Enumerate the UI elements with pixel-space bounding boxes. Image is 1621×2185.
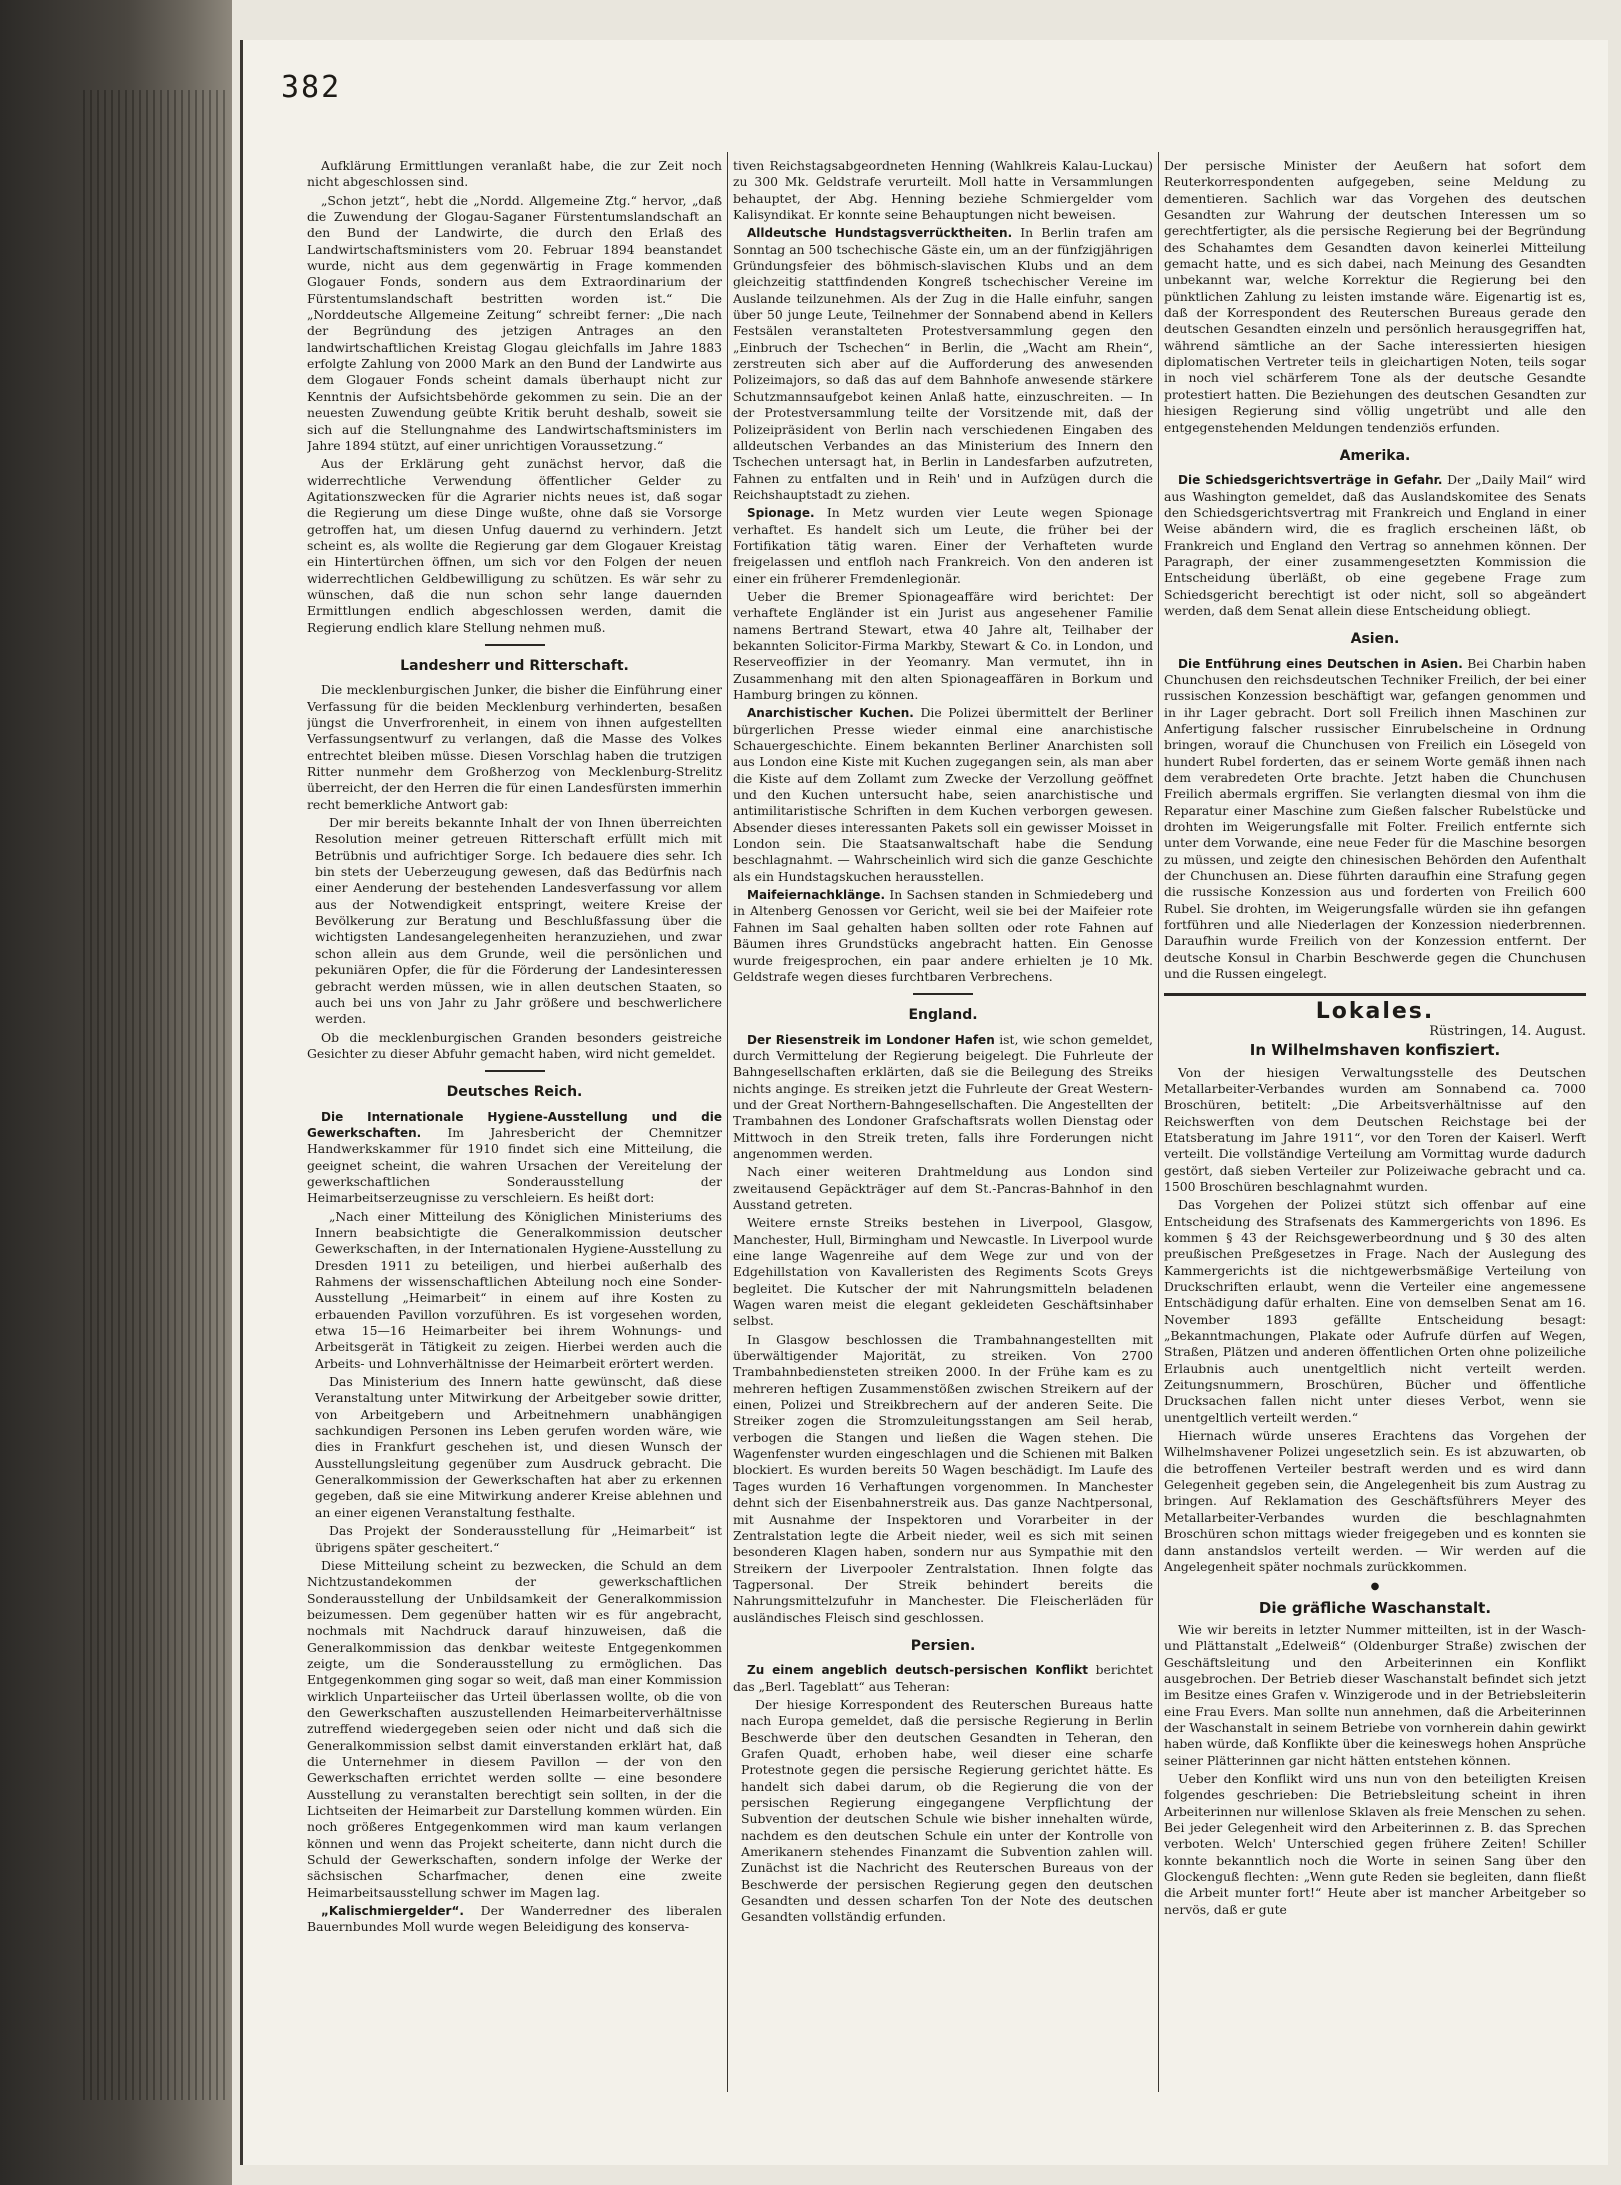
paragraph: [733, 1164, 1153, 1213]
column-rule-1: [727, 152, 728, 2092]
paragraph: [733, 705, 1153, 885]
paragraph-text: Weitere ernste Streiks bestehen in Liverpool, Glasgow, Manchester, Hull, Birmingham und Newcastle. In Liverpool wurde eine lange Wagenreihe auf dem Wege zur und von der Edgehillstation von Kavalleristen des Regiments Scots Greys begleitet. Die Kutscher der mit Nahrungsmitteln beladenen Wagen waren meist die elegant gekleideten Geschäftsinhaber selbst.: [733, 1215, 1153, 1329]
paragraph-text: Aufklärung Ermittlungen veranlaßt habe, die zur Zeit noch nicht abgeschlossen sind.: [307, 158, 722, 190]
paragraph: [307, 1903, 722, 1936]
paragraph: [1164, 158, 1586, 436]
paragraph-text: Der persische Minister der Aeußern hat sofort dem Reuterkorrespondenten aufgegeben, seine Meldung zu dementieren. Sachlich war das Vorgehen des deutschen Gesandten zur Wahrung der deutschen Interessen um so gerechtfertigter, als die persische Regierung bei der Begründung des Schahamtes dem Gesandten davon keinerlei Mitteilung gemacht hatte, und es sich dabei, nach Meinung des Gesandten unbekannt war, welche Korrektur die Regierung bei den pünktlichen Zahlung zu leisten imstande wäre. Eigenartig ist es, daß der Korrespondent des Reuterschen Bureaus gerade den deutschen Gesandten einzeln und persönlich herausgegriffen hat, während sämtliche an der Sache interessierten hiesigen diplomatischen Vertreter teils in gleichartigen Noten, teils sogar in noch viel schärferem Tone als der deutsche Gesandte protestiert hatten. Die Beziehungen des deutschen Gesandten zur hiesigen Regierung sind völlig ungetrübt und alle den entgegenstehenden Meldungen tendenziös erfunden.: [1164, 158, 1586, 435]
column-rule-2: [1158, 152, 1159, 2092]
paragraph-text: In Metz wurden vier Leute wegen Spionage verhaftet. Es handelt sich um Leute, die früher bei der Fortifikation tätig waren. Einer der Verhafteten wurde freigelassen und entfloh nach Frankreich. Von den anderen ist einer ein früherer Fremdenlegionär.: [733, 505, 1153, 586]
paragraph: [1164, 1771, 1586, 1918]
section-heading: Landesherr und Ritterschaft.: [400, 657, 629, 674]
paragraph-text: Der mir bereits bekannte Inhalt der von Ihnen überreichten Resolution meiner getreuen Ritterschaft erfüllt mich mit Betrübnis und aufrichtiger Sorge. Ich bedauere dies sehr. Ich bin stets der Ueberzeugung gewesen, daß das Bedürfnis nach einer Aenderung der bestehenden Landesverfassung vor allem aus der Notwendigkeit entspringt, weitere Kreise der Bevölkerung zur Beratung und Beschlußfassung über die wichtigsten Landesangelegenheiten heranzuziehen, und zwar schon allein aus dem Grunde, weil die persönlichen und pekuniären Opfer, die für die Förderung der Landesinteressen gebracht werden müssen, wie in allen deutschen Staaten, so auch bei uns von Jahr zu Jahr größere und beschwerlichere werden.: [315, 815, 722, 1027]
paragraph-text: Diese Mitteilung scheint zu bezwecken, die Schuld an dem Nichtzustandekommen der gewerkschaftlichen Sonderausstellung der Unbildsamkeit der Generalkommission beizumessen. Dem gegenüber hatten wir es für angebracht, nochmals mit Nachdruck darauf hinzuweisen, daß die Generalkommission das denkbar weiteste Entgegenkommen zeigte, um die Sonderausstellung zu ermöglichen. Das Entgegenkommen ging sogar so weit, daß man einer Kommission wirklich Unparteiischer das Urteil überlassen wollte, ob die von den Gewerkschaften auszustellenden Heimarbeiterverhältnisse zutreffend wiedergegeben seien oder nicht und daß sich die Generalkommission selbst damit einverstanden erklärt hat, daß die Unternehmer in diesem Pavillon — der von den Gewerkschaften errichtet werden sollte — eine besondere Ausstellung zu veranstalten berechtigt sein sollten, in der die Lichtseiten der Heimarbeit zur Darstellung kommen würden. Ein noch größeres Entgegenkommen wird man kaum verlangen können und wenn das Projekt scheiterte, dann nicht durch die Schuld der Gewerkschaften, sondern infolge der Werke der sächsischen Scharfmacher, denen eine zweite Heimarbeitsausstellung schwer im Magen lag.: [307, 1557, 722, 1900]
paragraph-text: Ob die mecklenburgischen Granden besonders geistreiche Gesichter zu dieser Abfuhr gemacht haben, wird nicht gemeldet.: [307, 1029, 722, 1061]
section-divider: [913, 993, 973, 995]
paragraph-text: Die Polizei übermittelt der Berliner bürgerlichen Presse wieder einmal eine anarchistische Schauergeschichte. Einem bekannten Berliner Anarchisten soll aus London eine Kiste mit Kuchen zugegangen sein, als man aber die Kiste auf dem Zollamt zum Zwecke der Verzollung geöffnet und den Kuchen untersucht habe, seien anarchistische und antimilitaristische Schriften in dem Kuchen verborgen gewesen. Absender dieses interessanten Pakets soll ein gewisser Moisset in London sein. Die Staatsanwaltschaft habe die Sendung beschlagnahmt. — Wahrscheinlich wird sich die ganze Geschichte als ein Hundstagskuchen herausstellen.: [733, 705, 1153, 884]
paragraph-text: Das Ministerium des Innern hatte gewünscht, daß diese Veranstaltung unter Mitwirkung der Arbeitgeber sowie dritter, von Arbeitgebern und Arbeitnehmern unabhängigen sachkundigen Personen ins Leben gerufen worden wäre, wie dies in Frankfurt geschehen ist, und diesen Wunsch der Ausstellungsleitung gegenüber zum Ausdruck gebracht. Die Generalkommission der Gewerkschaften hat aber zu erkennen gegeben, daß sie eine Mitwirkung anderer Kreise ablehnen und an einer eigenen Veranstaltung festhalte.: [315, 1374, 722, 1520]
paragraph-text: Der Wanderredner des liberalen Bauernbundes Moll wurde wegen Beleidigung des konserva-: [307, 1903, 722, 1935]
paragraph-text: Bei Charbin haben Chunchusen den reichsdeutschen Techniker Freilich, der bei einer russischen Konzession beschäftigt war, gefangen genommen und in ihr Lager gebracht. Dort soll Freilich ihnen Maschinen zur Anfertigung falscher russischer Einrubelscheine in Ordnung bringen, worauf die Chunchusen von Freilich ein Lösegeld von hundert Rubel forderten, das er seinem Worte gemäß ihnen nach dem verabredeten Orte brachte. Jetzt haben die Chunchusen Freilich abermals ergriffen. Sie verlangten diesmal von ihm die Reparatur einer Maschine zum Gießen falscher Rubelstücke und drohten im Weigerungsfalle mit Folter. Freilich entfernte sich unter dem Vorwande, eine neue Feder für die Maschine besorgen zu müssen, und zeigte den chinesischen Behörden den Aufenthalt der Chunchusen an. Diese führten daraufhin eine Strafung gegen die russische Konzession aus und forderten von Freilich 600 Rubel. Sie drohten, im Weigerungsfalle würden sie ihn gefangen fortführen und alle Niederlagen der Konzession niederbrennen. Daraufhin wurde Freilich von der Konzession entfernt. Der deutsche Konsul in Charbin Beschwerde gegen die Chunchusen und die Russen eingelegt.: [1164, 655, 1586, 982]
run-in-headline: „Kalischmiergelder“.: [321, 1904, 464, 1919]
paragraph: [1164, 656, 1586, 983]
section-heading: Amerika.: [1339, 447, 1411, 464]
run-in-headline: Der Riesenstreik im Londoner Hafen: [747, 1032, 995, 1047]
paragraph-text: In Berlin trafen am Sonntag an 500 tschechische Gäste ein, um an der fünfzigjährigen Gründungsfeier des böhmisch-slavischen Klubs und an dem gleichzeitig stattfindenden Kongreß tschechischer Vereine im Auslande teilzunehmen. Als der Zug in die Halle einfuhr, sangen über 50 junge Leute, Teilnehmer der Sonnabend abend in Kellers Festsälen veranstalteten Protestversammlung gegen den „Einbruch der Tschechen“ in Berlin, die „Wacht am Rhein“, zerstreuten sich aber auf die Aufforderung des anwesenden Polizeimajors, so daß das auf dem Bahnhofe anwesende stärkere Schutzmannsaufgebot keinen Anlaß hatte, einzuschreiten. — In der Protestversammlung teilte der Vorsitzende mit, daß der Polizeipräsident von Berlin nach verschiedenen Eingaben des alldeutschen Verbandes an das Ministerium des Innern den Tschechen untersagt hat, in Berlin in Landesfarben aufzutreten, Fahnen zu entfalten und in Reih' und in Aufzügen durch die Reichshauptstadt zu ziehen.: [733, 225, 1153, 502]
paragraph: [307, 193, 722, 455]
book-binding: [0, 0, 232, 2185]
paragraph: [1164, 1428, 1586, 1575]
article-separator: ●: [1370, 1581, 1380, 1593]
paragraph: [307, 456, 722, 636]
paragraph: [1164, 1065, 1586, 1196]
paragraph-text: tiven Reichstagsabgeordneten Henning (Wahlkreis Kalau-Luckau) zu 300 Mk. Geldstrafe verurteilt. Moll hatte in Versammlungen behauptet, der Abg. Henning beziehe Schmiergelder vom Kalisyndikat. Er konnte seine Behauptungen nicht beweisen.: [733, 158, 1153, 223]
paragraph: [733, 887, 1153, 985]
column-3: [1164, 158, 1586, 2088]
paragraph: [733, 505, 1153, 587]
newspaper-page: [240, 40, 1608, 2165]
paragraph: [733, 1662, 1153, 1695]
run-in-headline: Maifeiernachklänge.: [747, 888, 885, 903]
paragraph: [733, 589, 1153, 703]
section-divider-full: [1164, 993, 1586, 996]
section-title-lokales: Lokales.: [1315, 998, 1435, 1024]
paragraph-text: ist, wie schon gemeldet, durch Vermittelung der Regierung beigelegt. Die Fuhrleute der Bahngesellschaften erklärten, daß sie die Beilegung des Streiks nichts anginge. Es streiken jetzt die Fuhrleute der Great Western- und der Great Northern-Bahngesellschaften. Die Angestellten der Trambahnen des Londoner Grafschaftsrats wollen Dienstag oder Mittwoch in den Streik treten, falls ihre Forderungen nicht angenommen werden.: [733, 1031, 1153, 1161]
paragraph-text: Aus der Erklärung geht zunächst hervor, daß die widerrechtliche Verwendung öffentlicher Gelder zu Agitationszwecken für die Agrarier nichts neues ist, daß sogar die Regierung um diese Dinge wußte, ohne daß sie Vorsorge getroffen hat, um diesen Unfug dauernd zu verhindern. Jetzt scheint es, als wollte die Regierung gar dem Glogauer Kreistag ein Hintertürchen öffnen, um sich vor den Folgen der neuen widerrechtlichen Geldbewilligung zu schützen. Es wär sehr zu wünschen, daß die nun schon sehr lange dauernden Ermittlungen endlich abgeschlossen werden, damit die Regierung endlich klare Stellung nehmen muß.: [307, 456, 722, 635]
run-in-headline: Anarchistischer Kuchen.: [747, 706, 914, 721]
run-in-headline: Spionage.: [747, 506, 815, 521]
section-heading: Persien.: [910, 1637, 976, 1654]
page-stack-edges: [78, 90, 228, 2100]
quoted-paragraph: [307, 1374, 722, 1521]
paragraph-text: Der „Daily Mail“ wird aus Washington gemeldet, daß das Auslandskomitee des Senats den Schiedsgerichtsvertrag mit Frankreich und England in einer Weise abändern wird, die es fraglich erscheinen läßt, ob Frankreich und England den Vertrag so annehmen können. Der Paragraph, der einer zusammengesetzten Kommission die Entscheidung überläßt, ob eine gegebene Frage zum Schiedsgericht berechtigt ist oder nicht, soll so abgeändert werden, daß dem Senat allein diese Entscheidung obliegt.: [1164, 472, 1586, 618]
paragraph-text: Hiernach würde unseres Erachtens das Vorgehen der Wilhelmshavener Polizei ungesetzlich sein. Es ist abzuwarten, ob die betroffenen Verteiler bestraft werden und es wird dann Gelegenheit gegeben sein, die Angelegenheit bis zum Austrag zu bringen. Auf Reklamation des Geschäftsführers Meyer des Metallarbeiter-Verbandes wurden die beschlagnahmten Broschüren schon mittags wieder freigegeben und es konnten sie dann anstandslos verteilt werden. — Wir werden auf die Angelegenheit später nochmals zurückkommen.: [1164, 1428, 1586, 1574]
paragraph: [1164, 472, 1586, 619]
run-in-headline: Zu einem angeblich deutsch-persischen Konflikt: [747, 1663, 1088, 1678]
paragraph: [307, 158, 722, 191]
run-in-headline: Die Schiedsgerichtsverträge in Gefahr.: [1178, 473, 1443, 488]
paragraph: [733, 225, 1153, 503]
paragraph-text: Von der hiesigen Verwaltungsstelle des Deutschen Metallarbeiter-Verbandes wurden am Sonnabend ca. 7000 Broschüren, betitelt: „Die Arbeitsverhältnisse auf den Reichswerften von dem Deutschen Reichstage bei der Etatsberatung im Jahre 1911“, vor den Toren der Kaiserl. Werft verteilt. Die vollständige Verteilung am Vormittag wurde dadurch gestört, daß sieben Verteiler zur Polizeiwache gebracht und ca. 1500 Broschüren beschlagnahmt wurden.: [1164, 1064, 1586, 1194]
paragraph-text: In Sachsen standen in Schmiedeberg und in Altenberg Genossen vor Gericht, weil sie bei der Maifeier rote Fahnen im Saal gehalten haben sollten oder rote Fahnen auf Bäumen ihres Grundstücks angebracht hatten. Ein Genosse wurde freigesprochen, ein paar andere erhielten je 10 Mk. Geldstrafe wegen dieses furchtbaren Verbrechens.: [733, 887, 1153, 984]
paragraph-text: „Schon jetzt“, hebt die „Nordd. Allgemeine Ztg.“ hervor, „daß die Zuwendung der Glogau-Saganer Fürstentumslandschaft an den Bund der Landwirte, die durch den Erlaß des Landwirtschaftsministers vom 20. Februar 1894 beanstandet wurde, nicht aus dem gegenwärtig in Frage kommenden Glogauer Fonds, sondern aus dem Extraordinarium der Fürstentumslandschaft bestritten worden ist.“ Die „Norddeutsche Allgemeine Zeitung“ schreibt ferner: „Die nach der Begründung des jetzigen Antrages an den landwirtschaftlichen Kreistag Glogau gleichfalls im Jahre 1883 erfolgte Zahlung von 2000 Mark an den Bund der Landwirte aus dem Glogauer Fonds scheint damals überhaupt nicht zur Kenntnis der Aufsichtsbehörde gekommen zu sein. Die an der neuesten Zuwendung geübte Kritik beruht deshalb, soweit sie sich auf die Stellungnahme des Landwirtschaftsministers im Jahre 1894 stützt, auf einer unrichtigen Voraussetzung.“: [307, 192, 722, 453]
column-2: [733, 158, 1153, 2088]
paragraph: [307, 1109, 722, 1207]
section-divider: [485, 644, 545, 646]
paragraph-text: Ueber den Konflikt wird uns nun von den beteiligten Kreisen folgendes geschrieben: Die Betriebsleitung scheint in ihren Arbeiterinnen nur willenlose Sklaven als freie Menschen zu sehen. Bei jeder Gelegenheit wird den Arbeiterinnen z. B. das Sprechen verboten. Welch' Unterschied gegen frühere Zeiten! Schiller konnte bekanntlich noch die Worte in seinen Sang über den Glockenguß flechten: „Wenn gute Reden sie begleiten, dann fließt die Arbeit munter fort!“ Heute aber ist mancher Arbeitgeber so nervös, daß er gute: [1164, 1770, 1586, 1917]
paragraph-text: berichtet das „Berl. Tageblatt“ aus Teheran:: [733, 1662, 1153, 1694]
paragraph: [307, 1558, 722, 1901]
dateline: Rüstringen, 14. August.: [1429, 1023, 1586, 1039]
paragraph-text: Das Projekt der Sonderausstellung für „Heimarbeit“ ist übrigens später gescheitert.“: [315, 1523, 722, 1555]
column-1: [307, 158, 722, 2088]
paragraph: [307, 682, 722, 813]
paragraph: [733, 1032, 1153, 1163]
quoted-paragraph: [733, 1697, 1153, 1926]
paragraph-text: Das Vorgehen der Polizei stützt sich offenbar auf eine Entscheidung des Strafsenats des Kammergerichts von 1896. Es kommen § 43 der Reichsgewerbeordnung und § 30 des alten preußischen Preßgesetzes in Frage. Nach der Auslegung des Kammergerichts ist die nichtgewerbsmäßige Verteilung von Druckschriften erlaubt, wenn die Verteiler eine angemessene Entschädigung dafür erhalten. Eine von demselben Senat am 16. November 1893 gefällte Entscheidung besagt: „Bekanntmachungen, Plakate oder Aufrufe dürfen auf Wegen, Straßen, Plätzen und anderen öffentlichen Orten ohne polizeiliche Erlaubnis auch unentgeltlich nicht verteilt werden. Zeitungsnummern, Broschüren, Bücher und öffentliche Drucksachen fallen nicht unter dieses Verbot, wenn sie unentgeltlich verteilt werden.“: [1164, 1197, 1586, 1425]
section-heading: Asien.: [1350, 631, 1400, 648]
run-in-headline: Die Internationale Hygiene-Ausstellung und die Gewerkschaften.: [307, 1109, 722, 1140]
run-in-headline: Alldeutsche Hundstagsverrücktheiten.: [747, 226, 1013, 241]
quoted-paragraph: [307, 815, 722, 1027]
paragraph-text: Die mecklenburgischen Junker, die bisher die Einführung einer Verfassung für die beiden Mecklenburg verhinderten, besaßen jüngst die Unverfrorenheit, in einem von ihnen aufgestellten Verfassungsentwurf zu verlangen, daß die Masse des Volkes entrechtet bleiben müsse. Diesen Vorschlag haben die trutzigen Ritter nunmehr dem Großherzog von Mecklenburg-Strelitz überreicht, der den Herren die für einen Landesfürsten immerhin recht bemerkliche Antwort gab:: [307, 682, 722, 812]
paragraph-text: Im Jahresbericht der Chemnitzer Handwerkskammer für 1910 findet sich eine Mitteilung, die geeignet scheint, die wahren Ursachen der Vereitelung der gewerkschaftlichen Sonderausstellung der Heimarbeitserzeugnisse zu verschleiern. Es heißt dort:: [307, 1124, 722, 1206]
paragraph: [307, 1030, 722, 1063]
section-heading: Deutsches Reich.: [446, 1084, 583, 1101]
paragraph-text: Ueber die Bremer Spionageaffäre wird berichtet: Der verhaftete Engländer ist ein Jurist aus angesehener Familie namens Bertrand Stewart, etwa 40 Jahre alt, Teilhaber der bekannten Solicitor-Firma Markby, Stewart & Co. in London, und Reserveoffizier in der Yeomanry. Man vermutet, ihn in Zusammenhang mit den alten Spionageaffären in Borkum und Hamburg bringen zu können.: [733, 588, 1153, 702]
paragraph: [733, 1332, 1153, 1626]
paragraph-text: „Nach einer Mitteilung des Königlichen Ministeriums des Innern beabsichtigte die Generalkommission deutscher Gewerkschaften, in der Internationalen Hygiene-Ausstellung zu Dresden 1911 zu beteiligen, und hierbei außerhalb des Rahmens der wissenschaftlichen Abteilung noch eine Sonder-Ausstellung „Heimarbeit“ in einem auf ihre Kosten zu erbauenden Pavillon vorzuführen. Es ist vorgesehen worden, etwa 15—16 Heimarbeiter bei ihrem Wohnungs- und Arbeitsgerät in Tätigkeit zu zeigen. Hierbei werden auch die Arbeits- und Lohnverhältnisse der Heimarbeit erörtert werden.: [315, 1208, 722, 1371]
paragraph: [733, 1215, 1153, 1329]
run-in-headline: Die Entführung eines Deutschen in Asien.: [1178, 656, 1463, 671]
paragraph: [1164, 1197, 1586, 1426]
quoted-paragraph: [307, 1523, 722, 1556]
paragraph-text: Nach einer weiteren Drahtmeldung aus London sind zweitausend Gepäckträger auf dem St.-Pancras-Bahnhof in den Ausstand getreten.: [733, 1164, 1153, 1212]
quoted-paragraph: [307, 1209, 722, 1372]
paragraph-text: In Glasgow beschlossen die Trambahnangestellten mit überwältigender Majorität, zu streiken. Von 2700 Trambahnbediensteten streiken 2000. In der Frühe kam es zu mehreren heftigen Zusammenstößen zwischen Streikern auf der einen, Polizei und Streikbrechern auf der anderen Seite. Die Streiker zogen die Stromzuleitungsstangen am Seil herab, verbogen die Stangen und ließen die Wagen stehen. Die Wagenfenster wurden eingeschlagen und die Schienen mit Balken blockiert. Es wurden bereits 50 Wagen beschädigt. Im Laufe des Tages wurden 16 Verhaftungen vorgenommen. In Manchester dehnt sich der Eisenbahnerstreik aus. Das ganze Nachtpersonal, mit Ausnahme der Inspektoren und Vorarbeiter in der Zentralstation legte die Arbeit nieder, weil es sich mit seinen besonderen Klagen haben, sondern nur aus Sympathie mit den Streikern der Liverpooler Zentralstation. Ihnen folgte das Tagpersonal. Der Streik behindert bereits die Nahrungsmittelzufuhr in Manchester. Die Fleischerläden für ausländisches Fleisch sind geschlossen.: [733, 1331, 1153, 1625]
article-headline: Die gräfliche Waschanstalt.: [1258, 1598, 1492, 1617]
paragraph: [733, 158, 1153, 223]
section-heading: England.: [908, 1007, 978, 1024]
page-number: 382: [281, 70, 342, 105]
paragraph: [1164, 1622, 1586, 1769]
paragraph-text: Wie wir bereits in letzter Nummer mitteilten, ist in der Wasch- und Plättanstalt „Edelweiß“ (Oldenburger Straße) zwischen der Geschäftsleitung und den Arbeiterinnen ein Konflikt ausgebrochen. Der Betrieb dieser Waschanstalt befindet sich jetzt im Besitze eines Grafen v. Winzigerode und in der Betriebsleiterin eine Frau Evers. Man sollte nun annehmen, daß die Arbeiterinnen der Waschanstalt in seinem Betriebe von vornherein dahin gewirkt haben würde, daß Konflikte über die keineswegs hohen Ansprüche seiner Plätterinnen gar nicht hätten entstehen können.: [1164, 1621, 1586, 1768]
paragraph-text: Der hiesige Korrespondent des Reuterschen Bureaus hatte nach Europa gemeldet, daß die persische Regierung in Berlin Beschwerde über den deutschen Gesandten in Teheran, den Grafen Quadt, erhoben habe, weil dieser eine scharfe Protestnote gegen die persische Regierung gerichtet hätte. Es handelt sich dabei darum, ob die Regierung die von der persischen Regierung eingegangene Verpflichtung der Subvention der deutschen Schule wie bisher innehalten würde, nachdem es den deutschen Schule ein unter der Kontrolle von Amerikanern stehendes Finanzamt die Subvention zahlen will. Zunächst ist die Nachricht des Reuterschen Bureaus von der Beschwerde der persischen Regierung gegen den deutschen Gesandten und dessen scharfen Ton der Note des deutschen Gesandten vollständig erfunden.: [741, 1696, 1153, 1925]
section-divider: [485, 1070, 545, 1072]
article-headline: In Wilhelmshaven konfisziert.: [1249, 1041, 1501, 1060]
